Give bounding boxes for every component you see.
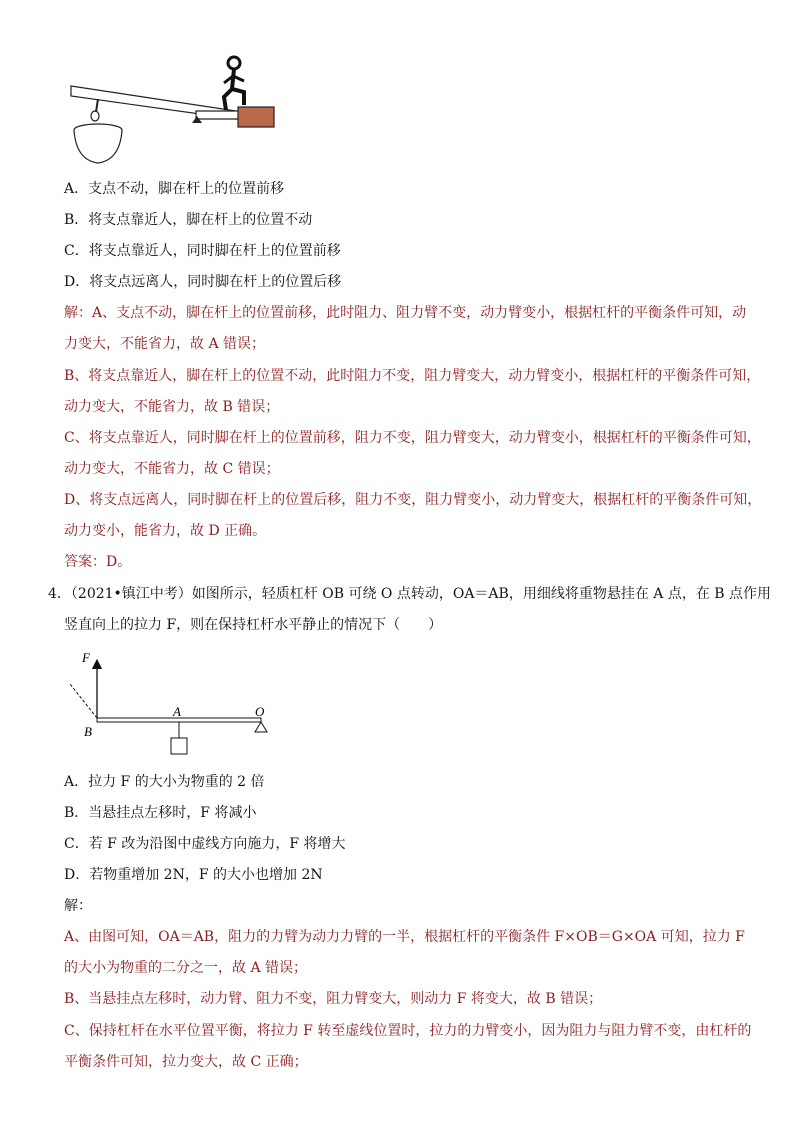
q3-solution-line: 解：A、支点不动，脚在杆上的位置前移，此时阻力、阻力臂不变，动力臂变小，根据杠杆的平衡条件可知，动 <box>64 305 747 321</box>
q4-solution-line: 的大小为物重的二分之一，故 A 错误； <box>64 960 308 976</box>
q4-option-b: B．当悬挂点左移时，F 将减小 <box>64 805 257 821</box>
q4-stem-line2: 竖直向上的拉力 F，则在保持杠杆水平静止的情况下（ ） <box>64 617 443 633</box>
q3-solution-line: C、将支点靠近人，同时脚在杆上的位置前移，阻力不变，阻力臂变大，动力臂变小，根据杠杆的平衡条件可知， <box>64 430 761 446</box>
lever-plank-flat <box>196 111 241 119</box>
stone-block <box>238 107 274 127</box>
q3-option-b: B．将支点靠近人，脚在杆上的位置不动 <box>64 212 313 228</box>
q4-stem-line1: 4．（2021•镇江中考）如图所示，轻质杠杆 OB 可绕 O 点转动，OA＝AB，用细线将重物悬挂在 A 点，在 B 点作用 <box>48 586 772 602</box>
q3-solution-line: B、将支点靠近人，脚在杆上的位置不动，此时阻力不变，阻力臂变大，动力臂变小，根据杠杆的平衡条件可知， <box>64 368 761 384</box>
label-o: O <box>255 704 265 719</box>
q3-option-d: D．将支点远离人，同时脚在杆上的位置后移 <box>64 274 342 290</box>
q3-solution-line: 动力变大，不能省力，故 C 错误； <box>64 461 280 477</box>
bucket-body <box>74 130 122 163</box>
q3-option-c: C．将支点靠近人，同时脚在杆上的位置前移 <box>64 243 341 259</box>
q4-solution-line: A、由图可知，OA＝AB，阻力的力臂为动力力臂的一半，根据杠杆的平衡条件 F×OB＝G×OA 可知，拉力 F <box>64 929 745 945</box>
dashed-force-line <box>70 684 97 718</box>
label-a: A <box>173 704 181 719</box>
q3-option-a: A．支点不动，脚在杆上的位置前移 <box>64 181 285 197</box>
person-figure <box>224 57 244 110</box>
lever-bucket-figure <box>66 52 286 170</box>
q4-option-c: C．若 F 改为沿图中虚线方向施力，F 将增大 <box>64 836 346 852</box>
q4-solution-head: 解： <box>64 898 92 914</box>
lever-ob-figure <box>62 646 276 758</box>
q3-solution-line: 动力变小，能省力，故 D 正确。 <box>64 523 267 539</box>
q3-solution-line: D、将支点远离人，同时脚在杆上的位置后移，阻力不变，阻力臂变小，动力臂变大，根据杠杆的平衡条件可知， <box>64 492 762 508</box>
q3-solution-line: 力变大，不能省力，故 A 错误； <box>64 336 266 352</box>
q3-answer: 答案：D。 <box>64 554 132 570</box>
q4-solution-line: 平衡条件可知，拉力变大，故 C 正确； <box>64 1054 308 1070</box>
q4-option-d: D．若物重增加 2N，F 的大小也增加 2N <box>64 867 323 883</box>
q3-solution-line: 动力变大，不能省力，故 B 错误； <box>64 399 280 415</box>
q4-solution-line: C、保持杠杆在水平位置平衡，将拉力 F 转至虚线位置时，拉力的力臂变小，因为阻力与阻力臂不变，由杠杆的 <box>64 1023 752 1039</box>
label-f: F <box>82 650 90 665</box>
weight-block <box>171 738 187 754</box>
q4-option-a: A．拉力 F 的大小为物重的 2 倍 <box>64 774 265 790</box>
q4-solution-line: B、当悬挂点左移时，动力臂、阻力不变，阻力臂变大，则动力 F 将变大，故 B 错误； <box>64 991 603 1007</box>
pivot-triangle <box>255 722 267 732</box>
label-b: B <box>84 724 92 739</box>
